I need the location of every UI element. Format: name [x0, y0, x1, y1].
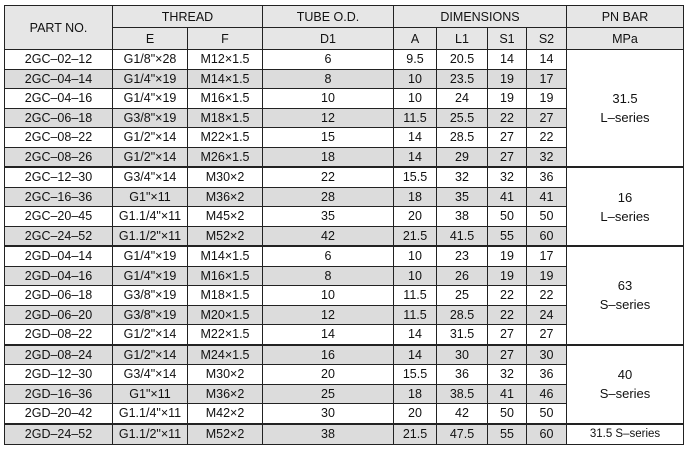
pn-series: L–series [600, 208, 650, 224]
header-d1: D1 [263, 28, 394, 50]
cell-part: 2GD–24–52 [5, 424, 113, 445]
cell-d1: 14 [263, 325, 394, 345]
header-mpa: MPa [567, 28, 684, 50]
cell-f: M26×1.5 [188, 147, 263, 167]
cell-s1: 19 [488, 69, 527, 89]
cell-l1: 41.5 [437, 226, 488, 246]
cell-a: 10 [394, 89, 437, 109]
cell-s1: 50 [488, 404, 527, 424]
pn-series: L–series [600, 110, 650, 125]
cell-part: 2GD–16–36 [5, 384, 113, 404]
cell-d1: 18 [263, 147, 394, 167]
cell-l1: 42 [437, 404, 488, 424]
header-dimensions: DIMENSIONS [394, 6, 567, 28]
cell-a: 10 [394, 266, 437, 286]
cell-a: 15.5 [394, 167, 437, 187]
cell-l1: 24 [437, 89, 488, 109]
cell-s2: 19 [527, 89, 567, 109]
cell-e: G3/8"×19 [113, 286, 188, 306]
cell-s1: 55 [488, 424, 527, 445]
cell-s2: 17 [527, 69, 567, 89]
header-s1: S1 [488, 28, 527, 50]
cell-part: 2GC–06–18 [5, 108, 113, 128]
cell-l1: 26 [437, 266, 488, 286]
cell-e: G1/8"×28 [113, 50, 188, 70]
table-row [5, 246, 684, 266]
cell-l1: 25.5 [437, 108, 488, 128]
cell-s1: 41 [488, 384, 527, 404]
cell-d1: 15 [263, 128, 394, 148]
cell-a: 10 [394, 246, 437, 266]
cell-f: M18×1.5 [188, 108, 263, 128]
cell-part: 2GC–08–26 [5, 147, 113, 167]
cell-f: M30×2 [188, 365, 263, 385]
cell-a: 14 [394, 345, 437, 365]
cell-s1: 50 [488, 207, 527, 227]
cell-s1: 32 [488, 167, 527, 187]
cell-l1: 29 [437, 147, 488, 167]
cell-s2: 19 [527, 266, 567, 286]
cell-e: G1/4"×19 [113, 246, 188, 266]
cell-d1: 22 [263, 167, 394, 187]
cell-a: 21.5 [394, 226, 437, 246]
cell-d1: 38 [263, 424, 394, 445]
cell-part: 2GD–08–24 [5, 345, 113, 365]
cell-e: G1/2"×14 [113, 345, 188, 365]
pn-value: 31.5 [612, 91, 638, 106]
cell-a: 14 [394, 325, 437, 345]
cell-a: 11.5 [394, 305, 437, 325]
cell-e: G1.1/2"×11 [113, 424, 188, 445]
cell-s2: 32 [527, 147, 567, 167]
cell-l1: 28.5 [437, 305, 488, 325]
pn-value: 16 [617, 189, 633, 205]
cell-e: G1/2"×14 [113, 147, 188, 167]
cell-part: 2GC–02–12 [5, 50, 113, 70]
header-f: F [188, 28, 263, 50]
cell-s2: 17 [527, 246, 567, 266]
cell-part: 2GD–06–18 [5, 286, 113, 306]
cell-f: M52×2 [188, 424, 263, 445]
cell-l1: 30 [437, 345, 488, 365]
cell-d1: 20 [263, 365, 394, 385]
cell-d1: 6 [263, 50, 394, 70]
cell-s2: 60 [527, 226, 567, 246]
cell-f: M30×2 [188, 167, 263, 187]
cell-part: 2GD–06–20 [5, 305, 113, 325]
cell-f: M16×1.5 [188, 89, 263, 109]
cell-e: G3/8"×19 [113, 305, 188, 325]
cell-d1: 30 [263, 404, 394, 424]
pn-group-cell [567, 50, 684, 168]
cell-l1: 31.5 [437, 325, 488, 345]
cell-d1: 12 [263, 305, 394, 325]
table-row [5, 50, 684, 70]
cell-s1: 22 [488, 108, 527, 128]
pn-value: 31.5 S–series [589, 427, 661, 440]
header-s2: S2 [527, 28, 567, 50]
cell-a: 14 [394, 147, 437, 167]
cell-s1: 22 [488, 286, 527, 306]
cell-a: 15.5 [394, 365, 437, 385]
cell-a: 21.5 [394, 424, 437, 445]
cell-s1: 27 [488, 325, 527, 345]
cell-s1: 41 [488, 187, 527, 207]
cell-s1: 55 [488, 226, 527, 246]
cell-f: M14×1.5 [188, 246, 263, 266]
cell-a: 11.5 [394, 108, 437, 128]
cell-s2: 30 [527, 345, 567, 365]
cell-f: M52×2 [188, 226, 263, 246]
pn-group-cell [567, 246, 684, 345]
cell-part: 2GD–04–14 [5, 246, 113, 266]
cell-l1: 25 [437, 286, 488, 306]
cell-s1: 27 [488, 345, 527, 365]
cell-d1: 8 [263, 69, 394, 89]
cell-e: G1/2"×14 [113, 325, 188, 345]
cell-part: 2GD–08–22 [5, 325, 113, 345]
cell-s1: 22 [488, 305, 527, 325]
cell-f: M36×2 [188, 384, 263, 404]
cell-a: 20 [394, 207, 437, 227]
cell-a: 14 [394, 128, 437, 148]
table-body [5, 50, 684, 445]
cell-l1: 23.5 [437, 69, 488, 89]
header-tube-od: TUBE O.D. [263, 6, 394, 28]
cell-part: 2GC–20–45 [5, 207, 113, 227]
cell-l1: 35 [437, 187, 488, 207]
cell-d1: 10 [263, 286, 394, 306]
header-l1: L1 [437, 28, 488, 50]
cell-d1: 10 [263, 89, 394, 109]
cell-s2: 14 [527, 50, 567, 70]
cell-f: M45×2 [188, 207, 263, 227]
header-thread: THREAD [113, 6, 263, 28]
cell-part: 2GC–12–30 [5, 167, 113, 187]
cell-d1: 16 [263, 345, 394, 365]
cell-a: 11.5 [394, 286, 437, 306]
cell-s2: 50 [527, 404, 567, 424]
cell-s2: 36 [527, 365, 567, 385]
cell-s1: 19 [488, 89, 527, 109]
cell-s1: 32 [488, 365, 527, 385]
cell-e: G1.1/4"×11 [113, 207, 188, 227]
pn-series: S–series [599, 297, 651, 313]
cell-s2: 22 [527, 286, 567, 306]
cell-s2: 27 [527, 108, 567, 128]
cell-s1: 19 [488, 246, 527, 266]
cell-d1: 42 [263, 226, 394, 246]
cell-d1: 25 [263, 384, 394, 404]
pn-group-cell [567, 345, 684, 424]
cell-l1: 20.5 [437, 50, 488, 70]
table-row [5, 167, 684, 187]
cell-s2: 60 [527, 424, 567, 445]
cell-a: 9.5 [394, 50, 437, 70]
cell-f: M36×2 [188, 187, 263, 207]
cell-e: G1/4"×19 [113, 89, 188, 109]
cell-a: 18 [394, 187, 437, 207]
cell-e: G3/4"×14 [113, 167, 188, 187]
cell-part: 2GC–04–16 [5, 89, 113, 109]
cell-s2: 46 [527, 384, 567, 404]
cell-s2: 22 [527, 128, 567, 148]
cell-l1: 23 [437, 246, 488, 266]
cell-l1: 47.5 [437, 424, 488, 445]
cell-e: G3/8"×19 [113, 108, 188, 128]
cell-l1: 32 [437, 167, 488, 187]
cell-e: G3/4"×14 [113, 365, 188, 385]
table-row [5, 424, 684, 445]
cell-a: 20 [394, 404, 437, 424]
cell-part: 2GC–24–52 [5, 226, 113, 246]
cell-l1: 38.5 [437, 384, 488, 404]
header-pn-bar: PN BAR [567, 6, 684, 28]
cell-d1: 12 [263, 108, 394, 128]
cell-part: 2GC–08–22 [5, 128, 113, 148]
cell-s1: 14 [488, 50, 527, 70]
cell-d1: 6 [263, 246, 394, 266]
pn-series: S–series [599, 386, 651, 401]
cell-l1: 36 [437, 365, 488, 385]
cell-part: 2GC–16–36 [5, 187, 113, 207]
cell-f: M42×2 [188, 404, 263, 424]
pn-value: 63 [617, 278, 633, 294]
cell-a: 10 [394, 69, 437, 89]
cell-s1: 27 [488, 128, 527, 148]
header-part-no: PART NO. [5, 6, 113, 50]
cell-l1: 38 [437, 207, 488, 227]
cell-e: G1/2"×14 [113, 128, 188, 148]
cell-f: M14×1.5 [188, 69, 263, 89]
header-e: E [113, 28, 188, 50]
cell-d1: 35 [263, 207, 394, 227]
cell-s2: 27 [527, 325, 567, 345]
cell-l1: 28.5 [437, 128, 488, 148]
cell-s1: 27 [488, 147, 527, 167]
cell-e: G1.1/4"×11 [113, 404, 188, 424]
cell-d1: 8 [263, 266, 394, 286]
cell-e: G1.1/2"×11 [113, 226, 188, 246]
cell-s2: 24 [527, 305, 567, 325]
pn-value: 40 [617, 367, 633, 382]
cell-f: M24×1.5 [188, 345, 263, 365]
cell-part: 2GD–20–42 [5, 404, 113, 424]
cell-f: M16×1.5 [188, 266, 263, 286]
cell-part: 2GC–04–14 [5, 69, 113, 89]
cell-f: M18×1.5 [188, 286, 263, 306]
cell-e: G1/4"×19 [113, 266, 188, 286]
cell-s2: 36 [527, 167, 567, 187]
cell-f: M22×1.5 [188, 325, 263, 345]
cell-part: 2GD–12–30 [5, 365, 113, 385]
parts-table [4, 5, 684, 445]
cell-d1: 28 [263, 187, 394, 207]
cell-e: G1/4"×19 [113, 69, 188, 89]
cell-e: G1"×11 [113, 384, 188, 404]
cell-a: 18 [394, 384, 437, 404]
table-row [5, 345, 684, 365]
cell-s1: 19 [488, 266, 527, 286]
pn-group-cell [567, 424, 684, 445]
cell-f: M20×1.5 [188, 305, 263, 325]
cell-f: M12×1.5 [188, 50, 263, 70]
header-a: A [394, 28, 437, 50]
table-header [5, 6, 684, 50]
cell-e: G1"×11 [113, 187, 188, 207]
cell-f: M22×1.5 [188, 128, 263, 148]
cell-s2: 41 [527, 187, 567, 207]
cell-s2: 50 [527, 207, 567, 227]
cell-part: 2GD–04–16 [5, 266, 113, 286]
pn-group-cell [567, 167, 684, 246]
